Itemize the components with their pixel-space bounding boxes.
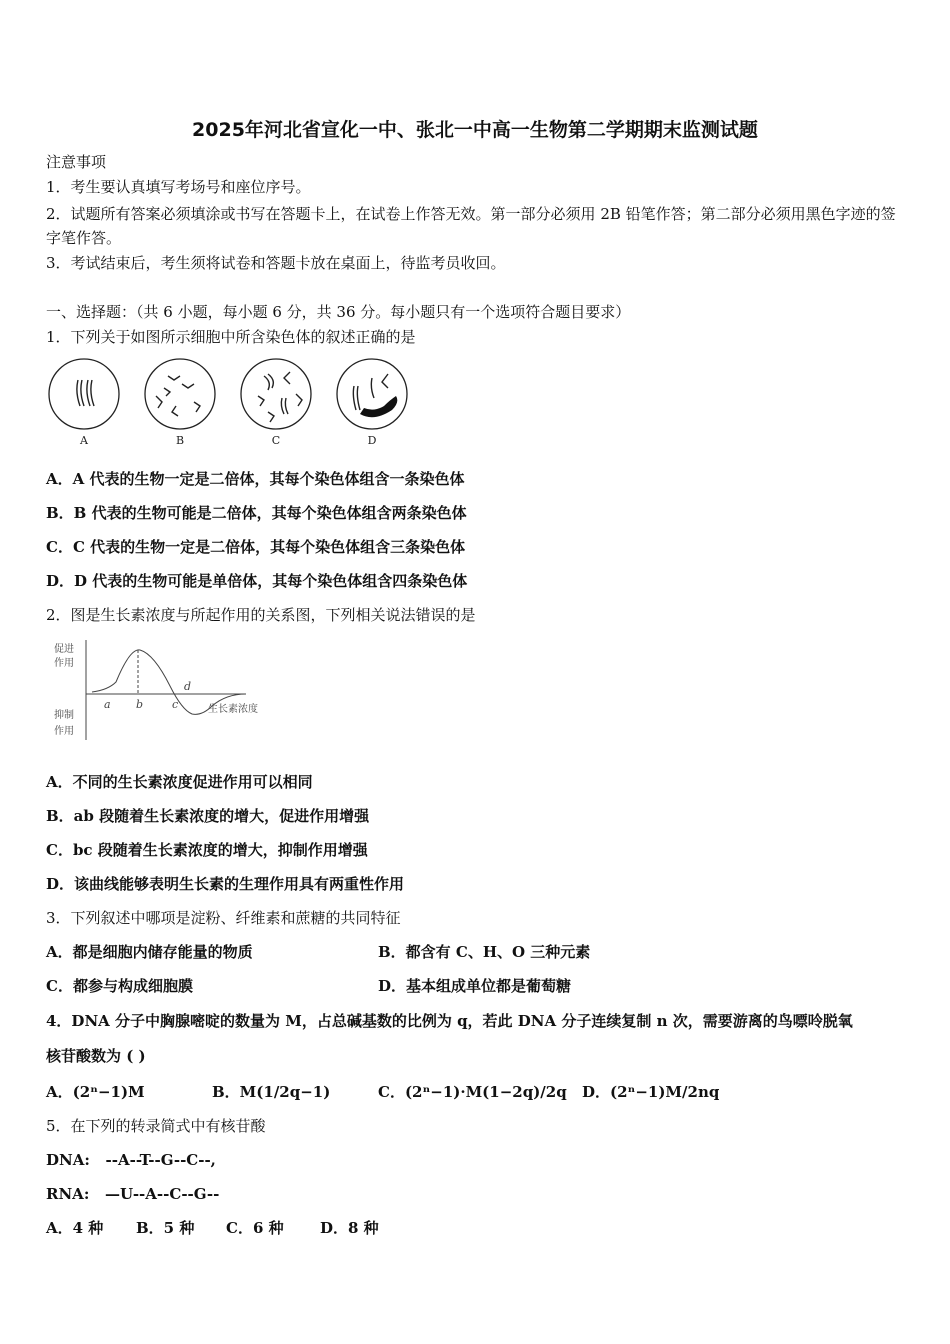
section-heading: 一、选择题：（共 6 小题，每小题 6 分，共 36 分。每小题只有一个选项符合题目要求） [46,303,631,321]
q5-option-d: D．8 种 [320,1219,379,1237]
q1-option-c: C．C 代表的生物一定是二倍体，其每个染色体组含三条染色体 [46,538,466,556]
q3-option-b: B．都含有 C、H、O 三种元素 [378,943,591,961]
ylabel-bottom-2: 作用 [54,726,74,737]
q5-dna: DNA: --A--T--G--C--, [46,1151,216,1169]
q5-option-c: C．6 种 [226,1219,284,1237]
q2-option-a: A．不同的生长素浓度促进作用可以相同 [46,773,313,791]
q4-stem-line1: 4．DNA 分子中胸腺嘧啶的数量为 M，占总碱基数的比例为 q，若此 DNA 分子连续复制 n 次，需要游离的鸟嘌呤脱氧 [46,1012,853,1030]
cell-d-dark-chromosome [360,396,397,417]
notice-item-3: 3．考试结束后，考生须将试卷和答题卡放在桌面上，待监考员收回。 [46,254,506,272]
ylabel-top-1: 促进 [54,644,74,655]
q5-stem: 5．在下列的转录简式中有核苷酸 [46,1117,266,1135]
q2-option-d: D．该曲线能够表明生长素的生理作用具有两重性作用 [46,875,405,893]
q2-option-b: B．ab 段随着生长素浓度的增大，促进作用增强 [46,807,370,825]
q5-option-a: A．4 种 [46,1219,104,1237]
cell-label-d: D [367,434,377,447]
q4-stem-line2: 核苷酸数为 ( ) [46,1047,146,1065]
auxin-effect-graph [50,636,280,746]
page-title: 2025年河北省宣化一中、张北一中高一生物第二学期期末监测试题 [192,119,758,141]
notice-heading: 注意事项 [46,153,107,171]
notice-item-1: 1．考生要认真填写考场号和座位序号。 [46,178,311,196]
point-c: c [172,698,179,711]
cell-label-b: B [175,434,185,447]
ylabel-top-2: 作用 [54,658,74,669]
cell-label-a: A [80,434,88,447]
ylabel-bottom-1: 抑制 [54,710,74,721]
cell-a-outline [49,359,119,429]
q1-option-d: D．D 代表的生物可能是单倍体，其每个染色体组含四条染色体 [46,572,468,590]
cell-b-outline [145,359,215,429]
point-d: d [184,680,192,693]
q4-option-d: D．(2ⁿ−1)M/2nq [582,1083,720,1101]
q4-option-c: C．(2ⁿ−1)·M(1−2q)/2q [378,1083,567,1101]
point-a: a [104,698,111,711]
cell-label-c: C [271,434,281,447]
q3-option-d: D．基本组成单位都是葡萄糖 [378,977,572,995]
q3-option-c: C．都参与构成细胞膜 [46,977,193,995]
q1-option-a: A．A 代表的生物一定是二倍体，其每个染色体组含一条染色体 [46,470,465,488]
cell-c-chromosomes [258,372,302,422]
xlabel: 生长素浓度 [208,704,258,715]
q3-stem: 3．下列叙述中哪项是淀粉、纤维素和蔗糖的共同特征 [46,909,401,927]
q4-option-b: B．M(1/2q−1) [212,1083,331,1101]
q5-option-b: B．5 种 [136,1219,195,1237]
q2-option-c: C．bc 段随着生长素浓度的增大，抑制作用增强 [46,841,368,859]
cell-chromosome-figure [44,356,424,450]
q5-rna: RNA: —U--A--C--G-- [46,1185,220,1203]
q4-option-a: A．(2ⁿ−1)M [46,1083,145,1101]
q1-option-b: B．B 代表的生物可能是二倍体，其每个染色体组含两条染色体 [46,504,467,522]
q3-option-a: A．都是细胞内储存能量的物质 [46,943,253,961]
cell-c-outline [241,359,311,429]
notice-item-2: 2．试题所有答案必须填涂或书写在答题卡上，在试卷上作答无效。第一部分必须用 2B 铅笔作答；第二部分必须用黑色字迹的签字笔作答。 [46,205,896,247]
point-b: b [136,698,144,711]
cell-b-chromosomes [156,376,200,416]
cell-a-chromosomes [77,380,94,406]
q2-stem: 2．图是生长素浓度与所起作用的关系图，下列相关说法错误的是 [46,606,476,624]
cell-d-chromosomes [353,374,388,410]
q1-stem: 1．下列关于如图所示细胞中所含染色体的叙述正确的是 [46,328,416,346]
